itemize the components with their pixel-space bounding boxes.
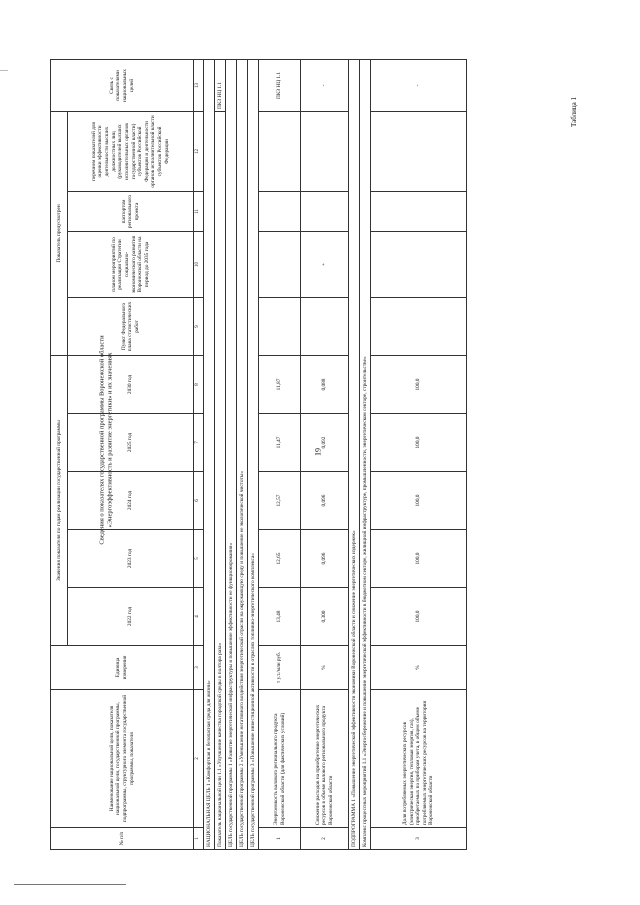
row-strategy-plan bbox=[259, 232, 301, 298]
row-regional-project bbox=[371, 192, 467, 232]
row-value: 12,65 bbox=[259, 530, 301, 588]
header-unit: Единица измерения bbox=[51, 646, 194, 690]
row-value: 100,0 bbox=[371, 356, 467, 414]
row-name: Снижение расходов на приобретение энергетических ресурсов в объеме валового регионального продукта Воронежской области bbox=[301, 690, 349, 828]
header-kpi-list: перечнем показателей для оценки эффективности деятельности высших должностных лиц (руководителей высших исполнительных органов государственной власти) субъектов Российской Федерации и деятельности органов исполнительной власти субъектов Российской Федерации bbox=[68, 111, 194, 191]
row-stat-plan bbox=[259, 298, 301, 356]
column-number: 6 bbox=[194, 472, 204, 530]
column-number: 2 bbox=[194, 690, 204, 828]
row-name: Энергоемкость валового регионального продукта Воронежской области (для фактических условий) bbox=[259, 690, 301, 828]
row-regional-project bbox=[301, 192, 349, 232]
header-year: 2023 год bbox=[68, 530, 194, 588]
section-row: ЦЕЛЬ государственной программы 2 «Уменьшение негативного воздействия энергетической отрасли на окружающую среду и повышение ее экологической чистоты» bbox=[237, 59, 248, 849]
section-row: НАЦИОНАЛЬНАЯ ЦЕЛЬ 1 «Комфортная и безопасная среда для жизни» bbox=[204, 59, 215, 849]
section-row: Показатель национальной цели 1.1 «Улучшение качества городской среды в полтора раза» ПКЗ НЦ 1.1 bbox=[215, 59, 226, 849]
row-value: 0,088 bbox=[301, 356, 349, 414]
row-regional-project bbox=[259, 192, 301, 232]
subprogram-row: Комплекс процессных мероприятий 1.1 «Энергосбережение и повышение энергетической эффективности в бюджетном секторе, жилищной инфраструктуре, промышленности, энергетическом секторе, строительстве» bbox=[360, 59, 371, 849]
header-num: № п/п bbox=[51, 828, 194, 850]
header-values-group: Значения показателя по годам реализации государственной программы bbox=[51, 356, 68, 646]
header-national-link: Связь с показателями национальных целей bbox=[51, 59, 194, 111]
header-year: 2025 год bbox=[68, 414, 194, 472]
row-num: 1 bbox=[259, 828, 301, 850]
row-value: 100,0 bbox=[371, 472, 467, 530]
row-strategy-plan: + bbox=[301, 232, 349, 298]
header-name: Наименование национальной цели, показателя национальной цели, государственной программы, подпрограммы, структурного элемента государственной программы, показателя bbox=[51, 690, 194, 828]
section-row: ЦЕЛЬ государственной программы 3 «Повышение инвестиционной активности в отраслях топливно-энергетического комплекса» bbox=[248, 59, 259, 849]
column-number: 1 bbox=[194, 828, 204, 850]
section-row: ЦЕЛЬ государственной программы 1 «Развитие энергетической инфраструктуры и повышение эффективности ее функционирования» bbox=[226, 59, 237, 849]
row-value: 11,47 bbox=[259, 414, 301, 472]
row-strategy-plan bbox=[371, 232, 467, 298]
row-kpi-list bbox=[259, 111, 301, 191]
row-national-link: ПКЗ НЦ 1.1 bbox=[259, 59, 301, 111]
scan-edge-line bbox=[0, 70, 8, 71]
row-value: 0,092 bbox=[301, 414, 349, 472]
table-label: Таблица 1 bbox=[570, 97, 578, 127]
header-year: 2024 год bbox=[68, 472, 194, 530]
indicators-table bbox=[50, 59, 467, 850]
footer-line bbox=[14, 884, 126, 885]
row-unit: % bbox=[371, 646, 467, 690]
row-unit: % bbox=[301, 646, 349, 690]
row-value: 0,096 bbox=[301, 472, 349, 530]
column-number-row bbox=[194, 59, 204, 849]
table-row bbox=[301, 59, 349, 849]
national-ref: ПКЗ НЦ 1.1 bbox=[215, 59, 226, 111]
row-value: 0,096 bbox=[301, 530, 349, 588]
row-national-link: - bbox=[371, 59, 467, 111]
table-row bbox=[259, 59, 301, 849]
row-value: 100,0 bbox=[371, 530, 467, 588]
row-value: 13,48 bbox=[259, 588, 301, 646]
header-year: 2030 год bbox=[68, 356, 194, 414]
rotated-table-container bbox=[50, 60, 590, 850]
row-unit: т у.т./млн руб. bbox=[259, 646, 301, 690]
column-number: 8 bbox=[194, 356, 204, 414]
row-national-link: - bbox=[301, 59, 349, 111]
row-value: 100,0 bbox=[371, 588, 467, 646]
subprogram-row: ПОДПРОГРАММА 1 «Повышение энергетической эффективности экономики Воронежской области и снижение энергетических издержек» bbox=[349, 59, 360, 849]
row-value: 11,87 bbox=[259, 356, 301, 414]
column-number: 4 bbox=[194, 588, 204, 646]
column-number: 10 bbox=[194, 232, 204, 298]
row-value: 12,57 bbox=[259, 472, 301, 530]
page-number: 19 bbox=[313, 448, 323, 456]
table-row bbox=[371, 59, 467, 849]
header-criteria-group: Показатель предусмотрен bbox=[51, 111, 68, 355]
title-line-1: Сведения о показателях государственной программы Воронежской области bbox=[98, 335, 106, 545]
row-value: 0,300 bbox=[301, 588, 349, 646]
column-number: 11 bbox=[194, 192, 204, 232]
header-stat-plan: Пункт Федерального плана статистических работ bbox=[68, 298, 194, 356]
column-number: 12 bbox=[194, 111, 204, 191]
column-number: 13 bbox=[194, 59, 204, 111]
column-number: 3 bbox=[194, 646, 204, 690]
header-strategy-plan: планом мероприятий по реализации Стратегии социально-экономического развития Воронежской области на период до 2035 года bbox=[68, 232, 194, 298]
row-num: 2 bbox=[301, 828, 349, 850]
row-stat-plan bbox=[301, 298, 349, 356]
row-num: 3 bbox=[371, 828, 467, 850]
row-kpi-list bbox=[371, 111, 467, 191]
header-year: 2022 год bbox=[68, 588, 194, 646]
title-line-2: «Энергоэффективность и развитие энергетики» и их значениях bbox=[106, 352, 114, 528]
header-regional-project: паспортом регионального проекта bbox=[68, 192, 194, 232]
column-number: 7 bbox=[194, 414, 204, 472]
row-kpi-list bbox=[301, 111, 349, 191]
row-name: Доля потребляемых энергетических ресурсов (электрическая энергия, тепловая энергия, газ), приобретаемых по приборам учета, в общем объеме потребляемых энергетических ресурсов на территории Воронежской области bbox=[371, 690, 467, 828]
column-number: 5 bbox=[194, 530, 204, 588]
column-number: 9 bbox=[194, 298, 204, 356]
header-row-1 bbox=[51, 59, 68, 849]
row-stat-plan bbox=[371, 298, 467, 356]
row-value: 100,0 bbox=[371, 414, 467, 472]
